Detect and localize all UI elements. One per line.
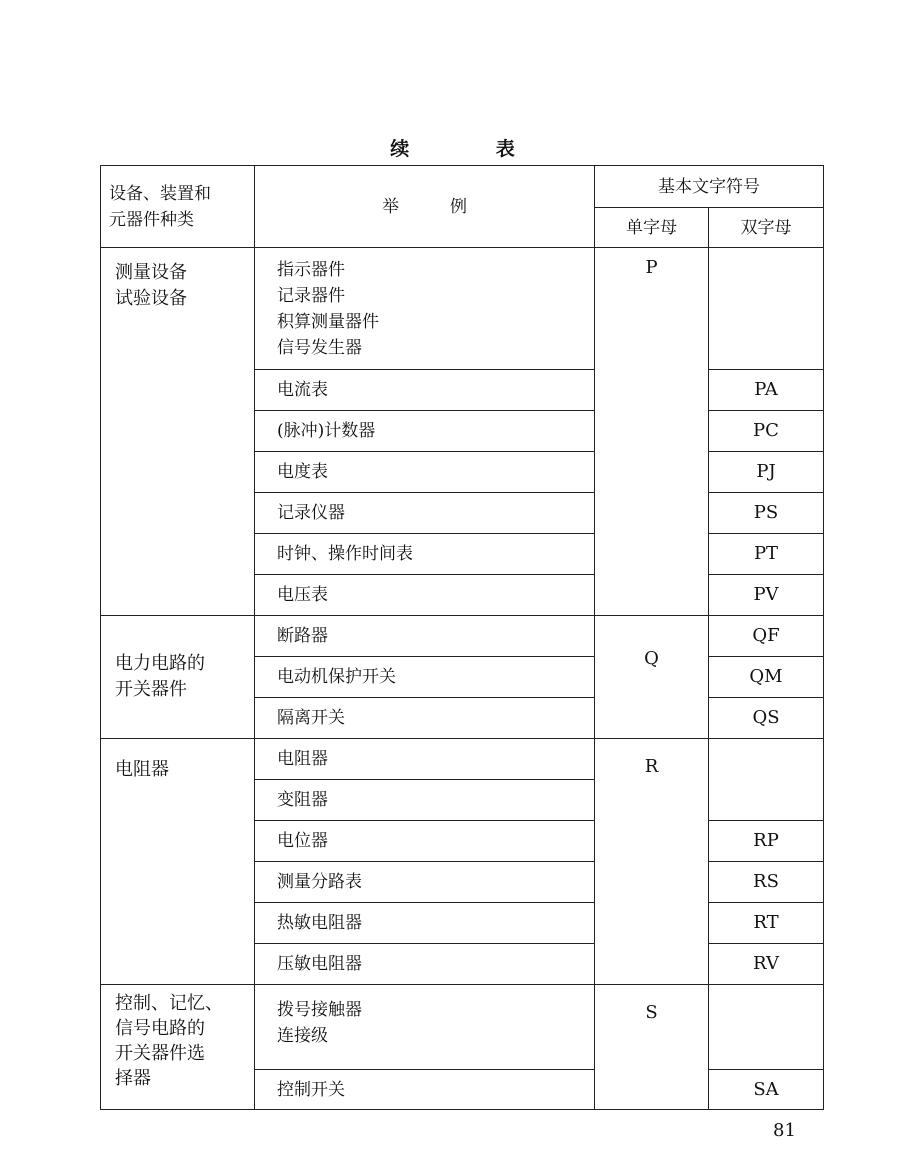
- double-letter-cell: QF: [709, 616, 824, 657]
- symbol-table: [100, 165, 824, 1110]
- double-letter-cell: RV: [709, 944, 824, 985]
- double-letter-cell: QM: [709, 657, 824, 698]
- category-cell: 测量设备 试验设备: [101, 248, 255, 616]
- example-cell: 压敏电阻器: [255, 944, 595, 985]
- double-letter-cell: [709, 739, 824, 821]
- double-letter-cell: QS: [709, 698, 824, 739]
- single-letter-cell: Q: [595, 616, 709, 739]
- example-cell: 电压表: [255, 575, 595, 616]
- header-double-letter: 双字母: [709, 208, 824, 248]
- category-cell: 电阻器: [101, 739, 255, 985]
- example-cell: 电动机保护开关: [255, 657, 595, 698]
- example-cell: 电位器: [255, 821, 595, 862]
- example-cell: 变阻器: [255, 780, 595, 821]
- double-letter-cell: PS: [709, 493, 824, 534]
- example-cell: 热敏电阻器: [255, 903, 595, 944]
- double-letter-cell: [709, 248, 824, 370]
- single-letter-cell: P: [595, 248, 709, 616]
- double-letter-cell: [709, 985, 824, 1070]
- example-cell: 电阻器: [255, 739, 595, 780]
- page-number: 81: [773, 1120, 796, 1141]
- table-title: 续 表: [390, 138, 555, 160]
- double-letter-cell: RP: [709, 821, 824, 862]
- double-letter-cell: PV: [709, 575, 824, 616]
- example-cell: 控制开关: [255, 1070, 595, 1110]
- single-letter-cell: S: [595, 985, 709, 1110]
- example-cell: 拨号接触器 连接级: [255, 985, 595, 1070]
- double-letter-cell: PC: [709, 411, 824, 452]
- double-letter-cell: SA: [709, 1070, 824, 1110]
- double-letter-cell: PA: [709, 370, 824, 411]
- double-letter-cell: RT: [709, 903, 824, 944]
- example-cell: 电度表: [255, 452, 595, 493]
- double-letter-cell: PJ: [709, 452, 824, 493]
- header-example: 举 例: [255, 166, 595, 248]
- example-cell: (脉冲)计数器: [255, 411, 595, 452]
- category-cell: 控制、记忆、 信号电路的 开关器件选 择器: [101, 985, 255, 1110]
- example-cell: 指示器件 记录器件 积算测量器件 信号发生器: [255, 248, 595, 370]
- double-letter-cell: PT: [709, 534, 824, 575]
- example-cell: 隔离开关: [255, 698, 595, 739]
- single-letter-cell: R: [595, 739, 709, 985]
- example-cell: 时钟、操作时间表: [255, 534, 595, 575]
- header-basic-symbol: 基本文字符号: [595, 166, 824, 208]
- example-cell: 断路器: [255, 616, 595, 657]
- header-category: 设备、装置和 元器件种类: [101, 166, 255, 248]
- header-single-letter: 单字母: [595, 208, 709, 248]
- example-cell: 电流表: [255, 370, 595, 411]
- example-cell: 记录仪器: [255, 493, 595, 534]
- category-cell: 电力电路的 开关器件: [101, 616, 255, 739]
- double-letter-cell: RS: [709, 862, 824, 903]
- example-cell: 测量分路表: [255, 862, 595, 903]
